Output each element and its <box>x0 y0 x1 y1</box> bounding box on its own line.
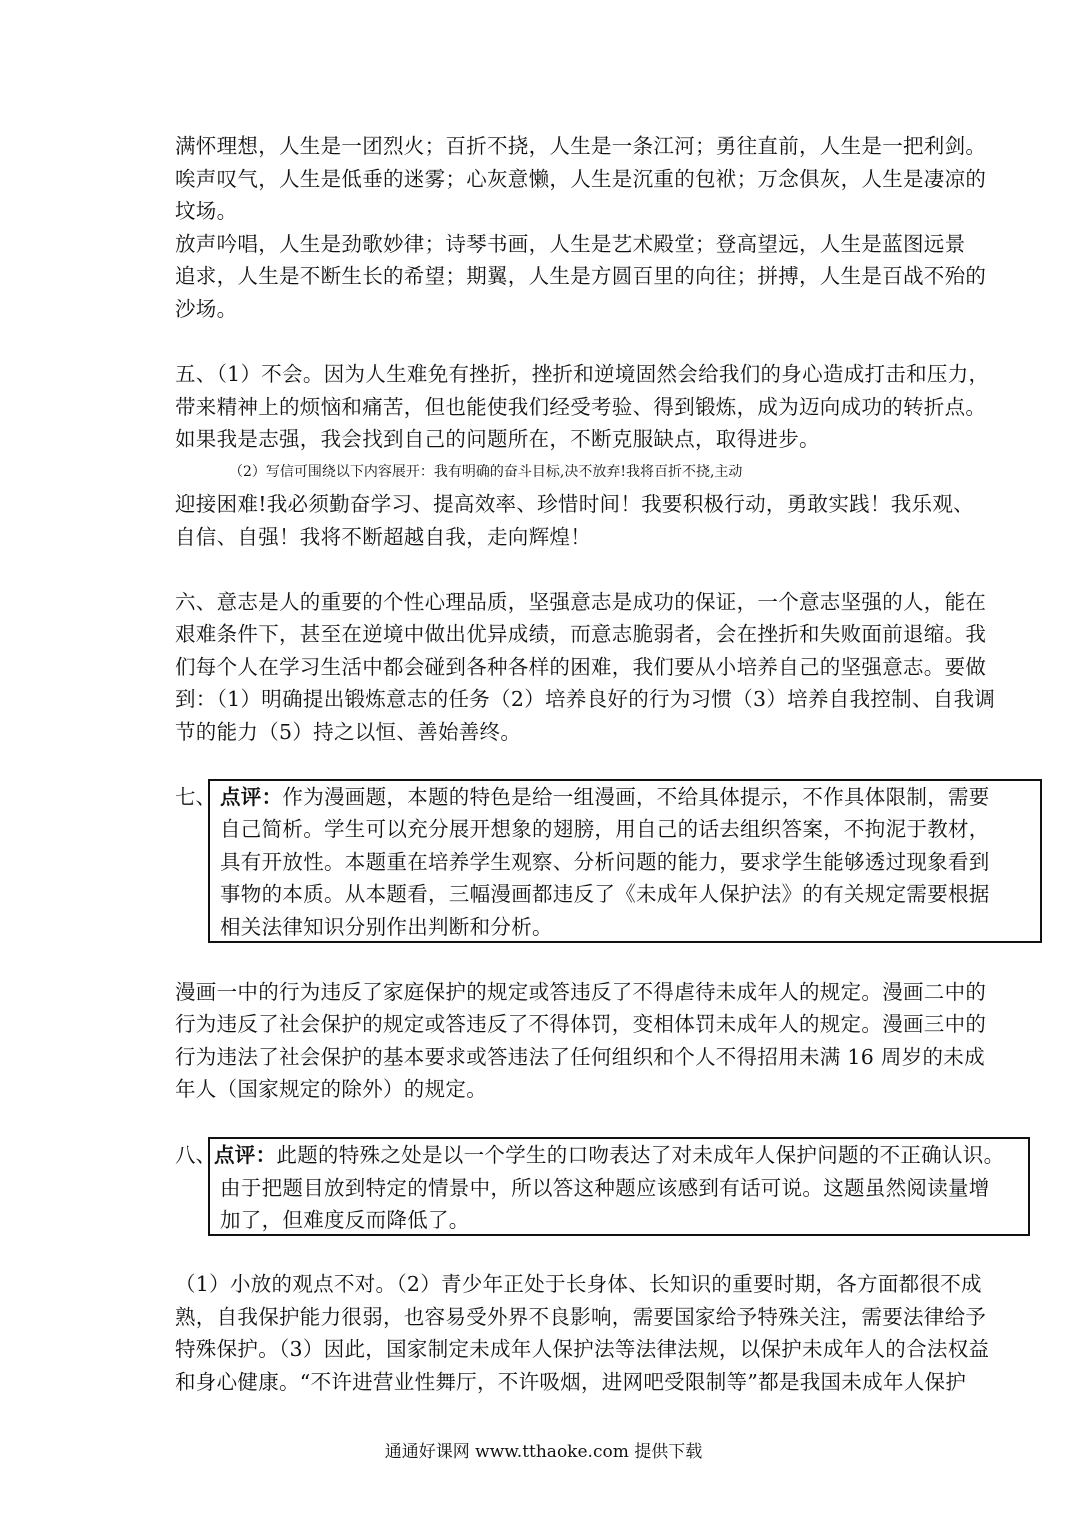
text-line: 如果我是志强，我会找到自己的问题所在，不断克服缺点，取得进步。 <box>175 427 820 451</box>
section-number: 七、 <box>175 785 216 809</box>
text-line: 熟，自我保护能力很弱，也容易受外界不良影响，需要国家给予特殊关注，需要法律给予 <box>175 1305 987 1329</box>
section-number: 八、 <box>175 1143 216 1167</box>
text-line: 年人（国家规定的除外）的规定。 <box>175 1077 487 1101</box>
comment-line: 由于把题目放到特定的情景中，所以答这种题应该感到有话可说。这题虽然阅读量增 <box>220 1176 990 1200</box>
comment-line: 相关法律知识分别作出判断和分析。 <box>220 915 553 939</box>
text-line: 坟场。 <box>175 199 238 223</box>
comment-line: 加了，但难度反而降低了。 <box>220 1208 470 1232</box>
text-line: 满怀理想，人生是一团烈火；百折不挠，人生是一条江河；勇往直前，人生是一把利剑。 <box>175 134 987 158</box>
comment-first-line <box>214 1139 1004 1171</box>
comment-label: 点评： <box>214 1143 277 1167</box>
text-line: 唉声叹气，人生是低垂的迷雾；心灰意懒，人生是沉重的包袱；万念俱灰，人生是凄凉的 <box>175 167 987 191</box>
text-line: 和身心健康。“不许进营业性舞厅，不许吸烟，进网吧受限制等”都是我国未成年人保护 <box>175 1370 967 1394</box>
text-line: 自信、自强！我将不断超越自我，走向辉煌！ <box>175 525 591 549</box>
text-line: 追求，人生是不断生长的希望；期翼，人生是方圆百里的向往；拼搏，人生是百战不殆的 <box>175 264 987 288</box>
text-line: （2）写信可围绕以下内容展开：我有明确的奋斗目标,决不放弃!我将百折不挠,主动 <box>229 464 743 480</box>
comment-line: 事物的本质。从本题看，三幅漫画都违反了《未成年人保护法》的有关规定需要根据 <box>220 882 990 906</box>
text-line: 到：（1）明确提出锻炼意志的任务（2）培养良好的行为习惯（3）培养自我控制、自我调 <box>175 687 996 711</box>
text-line: 节的能力（5）持之以恒、善始善终。 <box>175 720 522 744</box>
text-line: 迎接困难!我必须勤奋学习、提高效率、珍惜时间！我要积极行动，勇敢实践！我乐观、 <box>175 492 974 516</box>
text-line: 五、（1）不会。因为人生难免有挫折，挫折和逆境固然会给我们的身心造成打击和压力， <box>175 362 990 386</box>
comment-first-line <box>220 781 990 813</box>
comment-label: 点评： <box>220 785 283 809</box>
text-line: 漫画一中的行为违反了家庭保护的规定或答违反了不得虐待未成年人的规定。漫画二中的 <box>175 980 987 1004</box>
text-line: 带来精神上的烦恼和痛苦，但也能使我们经受考验、得到锻炼，成为迈向成功的转折点。 <box>175 395 987 419</box>
text-line: 行为违法了社会保护的基本要求或答违法了任何组织和个人不得招用未满 16 周岁的未成 <box>175 1045 985 1069</box>
text-line: 放声吟唱，人生是劲歌妙律；诗琴书画，人生是艺术殿堂；登高望远，人生是蓝图远景 <box>175 232 966 256</box>
text-line: 艰难条件下，甚至在逆境中做出优异成绩，而意志脆弱者，会在挫折和失败面前退缩。我 <box>175 622 987 646</box>
text-line: （1）小放的观点不对。（2）青少年正处于长身体、长知识的重要时期，各方面都很不成 <box>175 1272 982 1296</box>
comment-text: 作为漫画题，本题的特色是给一组漫画，不给具体提示，不作具体限制，需要 <box>282 785 990 809</box>
text-line: 们每个人在学习生活中都会碰到各种各样的困难，我们要从小培养自己的坚强意志。要做 <box>175 655 987 679</box>
text-line: 行为违反了社会保护的规定或答违反了不得体罚，变相体罚未成年人的规定。漫画三中的 <box>175 1012 987 1036</box>
text-line: 特殊保护。（3）因此，国家制定未成年人保护法等法律法规，以保护未成年人的合法权益 <box>175 1337 990 1361</box>
page-footer: 通通好课网 www.tthaoke.com 提供下载 <box>384 1442 703 1462</box>
text-line: 沙场。 <box>175 297 238 321</box>
comment-text: 此题的特殊之处是以一个学生的口吻表达了对未成年人保护问题的不正确认识。 <box>276 1143 1005 1167</box>
comment-line: 具有开放性。本题重在培养学生观察、分析问题的能力，要求学生能够透过现象看到 <box>220 850 990 874</box>
comment-line: 自己简析。学生可以充分展开想象的翅膀，用自己的话去组织答案，不拘泥于教材， <box>220 817 990 841</box>
text-line: 六、意志是人的重要的个性心理品质，坚强意志是成功的保证，一个意志坚强的人，能在 <box>175 590 987 614</box>
